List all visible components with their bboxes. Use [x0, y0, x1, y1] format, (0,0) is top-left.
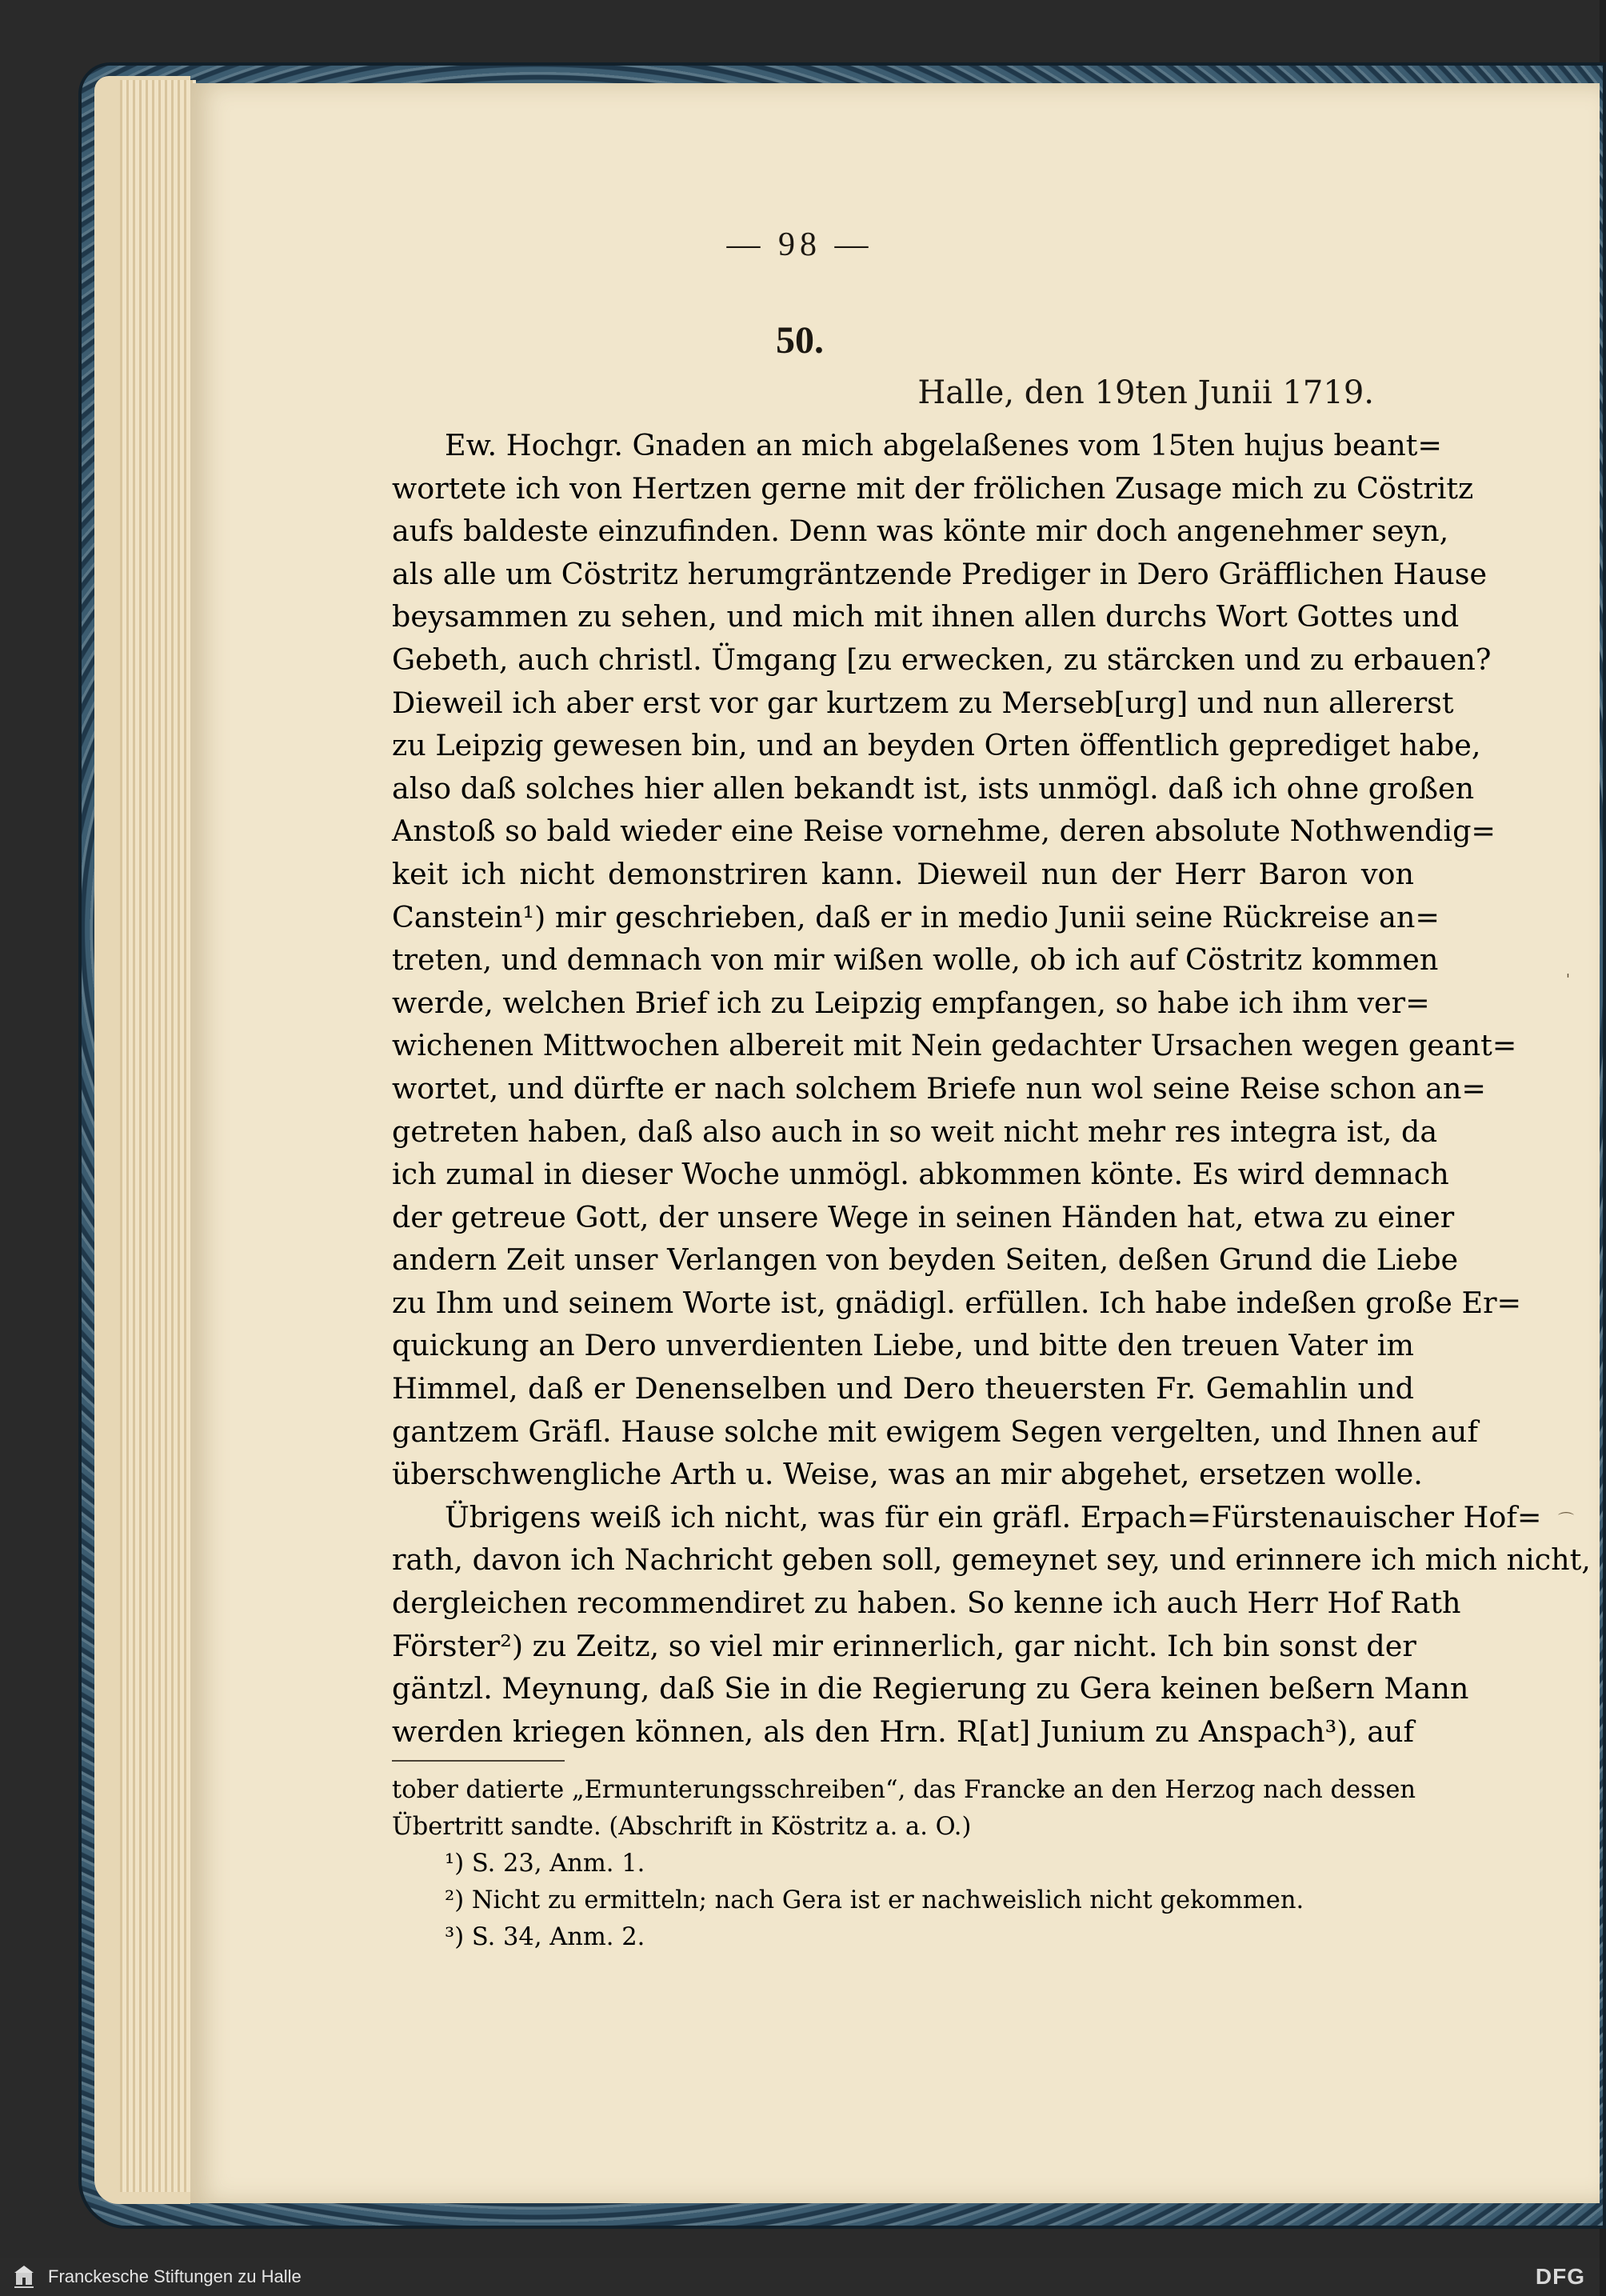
page-header: — 98 —: [726, 226, 873, 263]
body-line: wortet, und dürfte er nach solchem Briefe nun wol seine Reise schon an=: [392, 1070, 1487, 1106]
institution-name: Franckesche Stiftungen zu Halle: [48, 2266, 302, 2286]
body-line: Übrigens weiß ich nicht, was für ein gräfl. Erpach=Fürstenauischer Hof=: [445, 1499, 1542, 1534]
footnotes: [392, 1772, 1414, 1956]
body-line: überschwengliche Arth u. Weise, was an mir abgehet, ersetzen wolle.: [392, 1457, 1423, 1492]
body-line: Ew. Hochgr. Gnaden an mich abgelaßenes vom 15ten hujus beant=: [445, 428, 1442, 462]
margin-speck: ⌒: [1558, 1510, 1574, 1530]
body-line: gäntzl. Meynung, daß Sie in die Regierung zu Gera keinen beßern Mann: [392, 1671, 1469, 1706]
body-line: Gebeth, auch christl. Ümgang [zu erwecken, zu stärcken und zu erbauen?: [392, 642, 1492, 677]
body-line: Canstein¹) mir geschrieben, daß er in medio Junii seine Rückreise an=: [392, 899, 1440, 934]
body-line: also daß solches hier allen bekandt ist, ists unmögl. daß ich ohne großen: [392, 770, 1475, 806]
body-line: wichenen Mittwochen albereit mit Nein gedachter Ursachen wegen geant=: [392, 1028, 1517, 1063]
body-line: getreten haben, daß also auch in so weit nicht mehr res integra ist, da: [392, 1114, 1438, 1149]
body-line: Förster²) zu Zeitz, so viel mir erinnerlich, gar nicht. Ich bin sonst der: [392, 1628, 1416, 1663]
body-line: rath, davon ich Nachricht geben soll, gemeynet sey, und erinnere ich mich nicht,: [392, 1542, 1591, 1578]
body-line: Anstoß so bald wieder eine Reise vornehme, deren absolute Nothwendig=: [392, 814, 1496, 849]
body-line: ich zumal in dieser Woche unmögl. abkommen könte. Es wird demnach: [392, 1157, 1449, 1192]
body-line: treten, und demnach von mir wißen wolle, ob ich auf Cöstritz kommen: [392, 942, 1439, 978]
body-line: andern Zeit unser Verlangen von beyden Seiten, deßen Grund die Liebe: [392, 1242, 1459, 1278]
body-line: aufs baldeste einzufinden. Denn was könte mir doch angenehmer seyn,: [392, 514, 1449, 549]
body-line: werden kriegen können, als den Hrn. R[at] Junium zu Anspach³), auf: [392, 1714, 1414, 1749]
footnote-rule: [392, 1760, 565, 1762]
footnote-line: Übertritt sandte. (Abschrift in Köstritz a. a. O.): [392, 1813, 972, 1841]
body-line: der getreue Gott, der unsere Wege in seinen Händen hat, etwa zu einer: [392, 1199, 1455, 1234]
body-line: Dieweil ich aber erst vor gar kurtzem zu Merseb[urg] und nun allererst: [392, 685, 1454, 720]
body-line: als alle um Cöstritz herumgräntzende Prediger in Dero Gräfflichen Hause: [392, 556, 1488, 591]
body-line: wortete ich von Hertzen gerne mit der frölichen Zusage mich zu Cöstritz: [392, 470, 1474, 506]
body-line: werde, welchen Brief ich zu Leipzig empfangen, so habe ich ihm ver=: [392, 985, 1430, 1020]
body-line: keit ich nicht demonstriren kann. Dieweil nun der Herr Baron von: [392, 856, 1414, 891]
body-line: Himmel, daß er Denenselben und Dero theuersten Fr. Gemahlin und: [392, 1371, 1414, 1406]
viewer-footer: [0, 2258, 1600, 2296]
body-line: zu Leipzig gewesen bin, und an beyden Orten öffentlich geprediget habe,: [392, 728, 1481, 763]
institution-logo-icon: [13, 2264, 35, 2290]
margin-speck: ': [1566, 971, 1570, 988]
footnote-line: tober datierte „Ermunterungsschreiben“, das Francke an den Herzog nach dessen: [392, 1776, 1416, 1804]
body-line: quickung an Dero unverdienten Liebe, und bitte den treuen Vater im: [392, 1328, 1414, 1363]
page-edges: [120, 80, 196, 2192]
body-line: beysammen zu sehen, und mich mit ihnen allen durchs Wort Gottes und: [392, 599, 1460, 634]
body-line: dergleichen recommendiret zu haben. So kenne ich auch Herr Hof Rath: [392, 1586, 1461, 1621]
funder-logo: DFG: [1535, 2264, 1585, 2289]
letter-body: [392, 424, 1591, 1753]
footnote-line: ²) Nicht zu ermitteln; nach Gera ist er nachweislich nicht gekommen.: [445, 1886, 1304, 1914]
letter-number: 50.: [776, 319, 824, 362]
footnote-line: ³) S. 34, Anm. 2.: [445, 1923, 645, 1951]
body-line: gantzem Gräfl. Hause solche mit ewigem Segen vergelten, und Ihnen auf: [392, 1414, 1478, 1449]
body-line: zu Ihm und seinem Worte ist, gnädigl. erfüllen. Ich habe indeßen große Er=: [392, 1285, 1522, 1320]
footnote-line: ¹) S. 23, Anm. 1.: [445, 1850, 645, 1878]
dateline: Halle, den 19ten Junii 1719.: [917, 374, 1374, 411]
